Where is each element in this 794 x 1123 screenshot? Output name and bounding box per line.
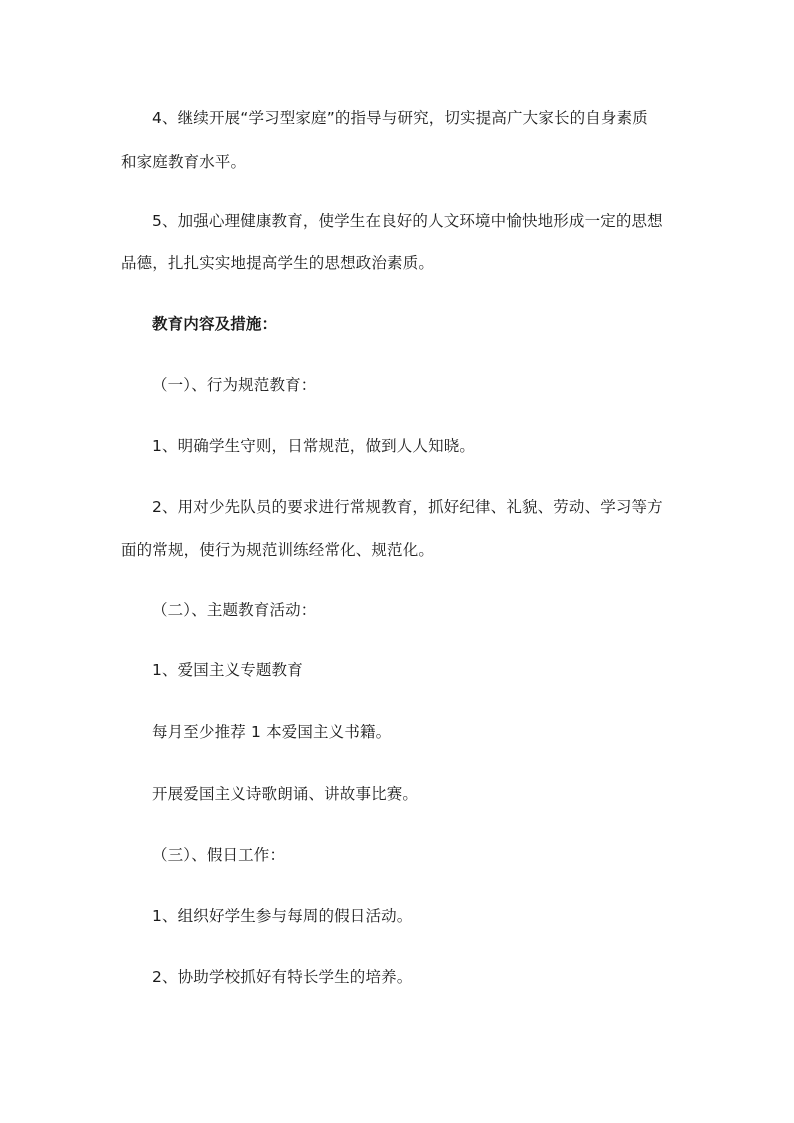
section-3-title: （三）、假日工作： xyxy=(152,846,286,864)
section-3-item-2: 2、协助学校抓好有特长学生的培养。 xyxy=(152,968,413,986)
section-1-item-2-line-1: 2、用对少先队员的要求进行常规教育，抓好纪律、礼貌、劳动、学习等方 xyxy=(152,498,663,516)
section-2-text-1: 每月至少推荐 1 本爱国主义书籍。 xyxy=(152,723,392,741)
section-3-item-1: 1、组织好学生参与每周的假日活动。 xyxy=(152,907,413,925)
paragraph-4-line-2: 和家庭教育水平。 xyxy=(121,153,247,171)
paragraph-5-line-1: 5、加强心理健康教育，使学生在良好的人文环境中愉快地形成一定的思想 xyxy=(152,212,663,230)
paragraph-5-line-2: 品德，扎扎实实地提高学生的思想政治素质。 xyxy=(121,254,435,272)
section-heading: 教育内容及措施： xyxy=(152,315,278,333)
paragraph-4-line-1: 4、继续开展“学习型家庭”的指导与研究，切实提高广大家长的自身素质 xyxy=(152,109,648,127)
section-2-text-2: 开展爱国主义诗歌朗诵、讲故事比赛。 xyxy=(152,785,419,803)
section-1-item-2-line-2: 面的常规，使行为规范训练经常化、规范化。 xyxy=(121,541,435,559)
section-2-title: （二）、主题教育活动： xyxy=(152,601,317,619)
section-2-item-1: 1、爱国主义专题教育 xyxy=(152,661,303,679)
section-1-item-1: 1、明确学生守则，日常规范，做到人人知晓。 xyxy=(152,437,476,455)
section-1-title: （一）、行为规范教育： xyxy=(152,376,317,394)
